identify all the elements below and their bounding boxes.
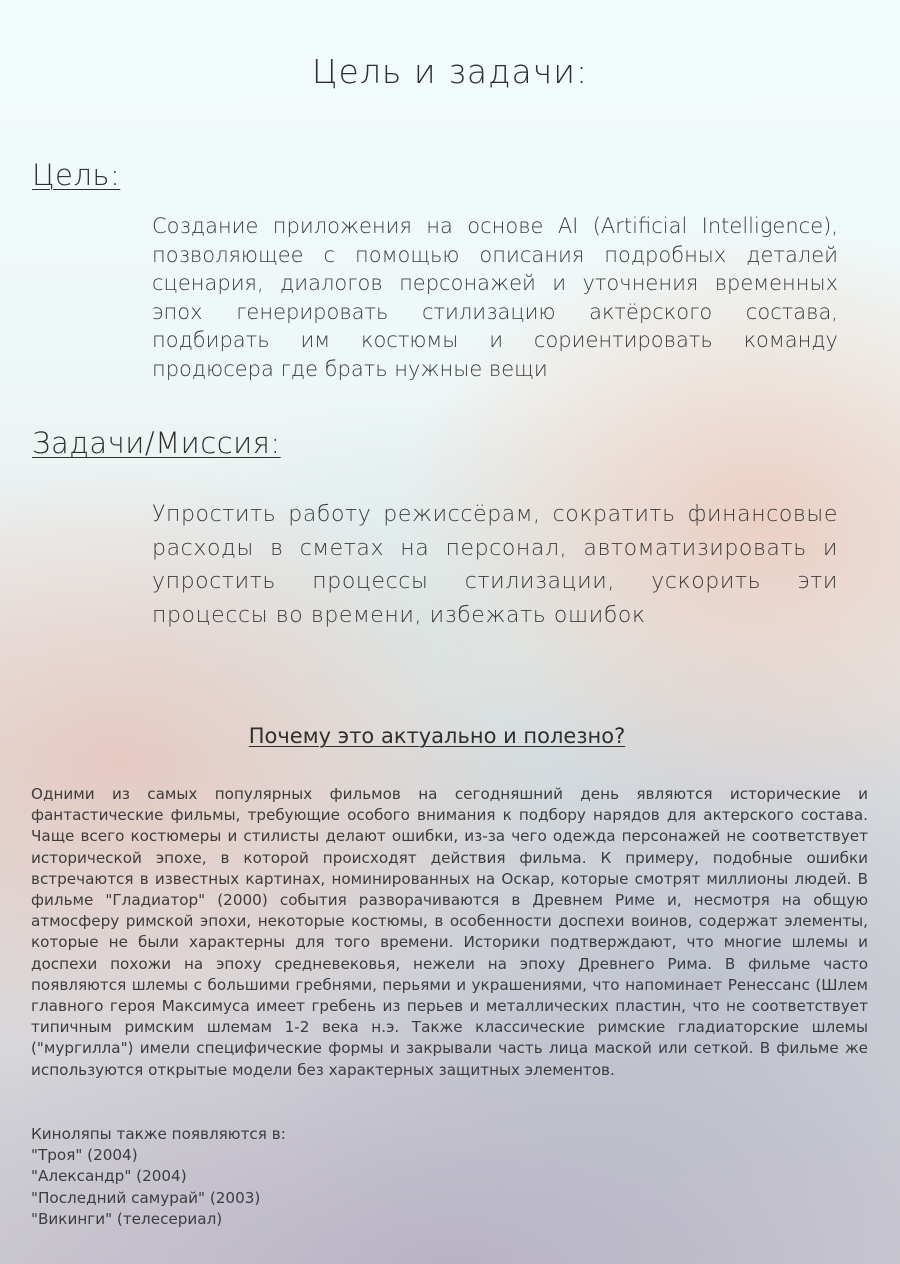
relevance-heading: Почему это актуально и полезно? bbox=[248, 724, 626, 748]
list-item: "Последний самурай" (2003) bbox=[31, 1188, 261, 1207]
tasks-heading: Задачи/Миссия: bbox=[32, 426, 281, 460]
relevance-paragraph: Одними из самых популярных фильмов на сегодняшний день являются исторические и фантастические фильмы, требующие особого внимания к подбору нарядов для актерского состава. Чаще всего костюмеры и стилисты делают ошибки, из-за чего одежда персонажей не соответствует исторической эпохе, в которой происходят действия фильма. К примеру, подобные ошибки встречаются в известных картинах, номинированных на Оскар, которые смотрят миллионы людей. В фильме "Гладиатор" (2000) события разворачиваются в Древнем Риме и, несмотря на общую атмосферу римской эпохи, некоторые костюмы, в особенности доспехи воинов, содержат элементы, которые не были характерны для того времени. Историки подтверждают, что многие шлемы и доспехи похожи на эпоху средневековья, нежели на эпоху Древнего Рима. В фильме часто появляются шлемы с большими гребнями, перьями и украшениями, что напоминает Ренессанс (Шлем главного героя Максимуса имеет гребень из перьев и металлических пластин, что не соответствует типичным римским шлемам 1-2 века н.э. Также классические римские гладиаторские шлемы ("мургилла") имели специфические формы и закрывали часть лица маской или сеткой. В фильме же используются открытые модели без характерных защитных элементов. bbox=[31, 785, 868, 1079]
bloopers-intro: Киноляпы также появляются в: bbox=[31, 1125, 286, 1143]
list-item: "Александр" (2004) bbox=[31, 1167, 187, 1186]
list-item: "Викинги" (телесериал) bbox=[31, 1209, 223, 1228]
list-item: "Троя" (2004) bbox=[31, 1146, 138, 1165]
page-title: Цель и задачи: bbox=[311, 52, 589, 91]
goal-heading: Цель: bbox=[32, 158, 121, 192]
tasks-paragraph: Упростить работу режиссёрам, сократить финансовые расходы в сметах на персонал, автоматизировать и упростить процессы стилизации, ускорить эти процессы во времени, избежать ошибок bbox=[152, 502, 838, 628]
bloopers-list bbox=[31, 1124, 631, 1230]
goal-paragraph: Создание приложения на основе AI (Artificial Intelligence), позволяющее с помощью описания подробных деталей сценария, диалогов персонажей и уточнения временных эпох генерировать стилизацию актёрского состава, подбирать им костюмы и сориентировать команду продюсера где брать нужные вещи bbox=[152, 214, 838, 381]
